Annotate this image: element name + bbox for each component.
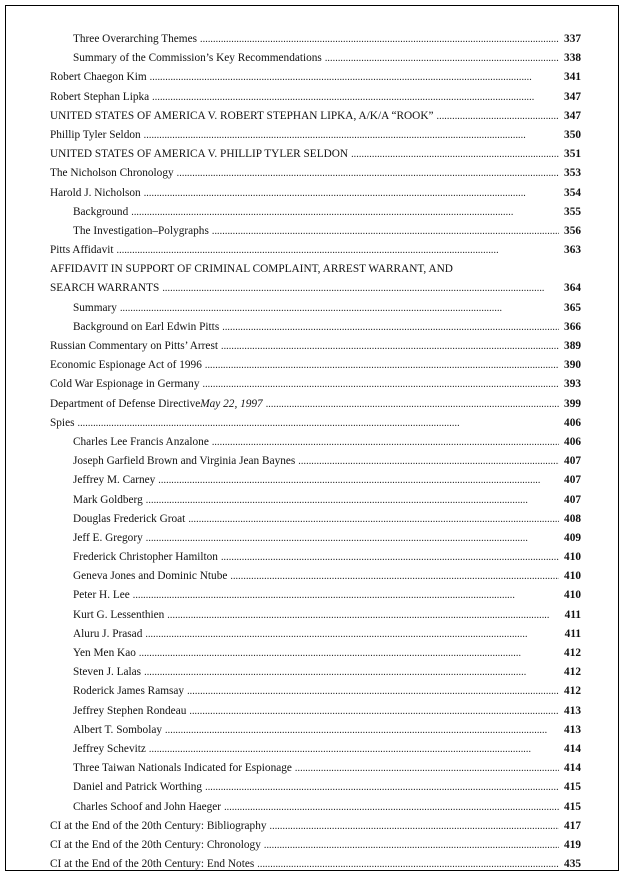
toc-entry[interactable] <box>50 740 581 759</box>
dot-leader <box>133 586 559 605</box>
toc-entry[interactable] <box>50 644 581 663</box>
toc-page-number: 338 <box>564 52 581 65</box>
toc-entry[interactable] <box>50 318 581 337</box>
toc-page-number: 411 <box>564 608 581 621</box>
toc-entry[interactable] <box>50 49 581 68</box>
document-page <box>5 5 619 871</box>
toc-page-number: 410 <box>564 551 581 564</box>
toc-entry-title: Daniel and Patrick Worthing <box>73 781 203 794</box>
toc-entry[interactable] <box>50 510 581 529</box>
toc-page-number: 415 <box>564 781 581 794</box>
table-of-contents <box>50 30 581 874</box>
toc-page-number: 414 <box>564 742 581 755</box>
toc-entry-title: UNITED STATES OF AMERICA V. ROBERT STEPHAN LIPKA, A/K/A “ROOK” <box>50 109 434 122</box>
toc-entry[interactable] <box>50 88 581 107</box>
toc-entry-title: UNITED STATES OF AMERICA V. PHILLIP TYLER SELDON <box>50 148 349 161</box>
toc-entry[interactable] <box>50 836 581 855</box>
toc-entry-title: Frederick Christopher Hamilton <box>73 551 218 564</box>
toc-page-number: 417 <box>564 819 581 832</box>
toc-entry[interactable] <box>50 395 581 414</box>
toc-page-number: 390 <box>564 359 581 372</box>
toc-page-number: 389 <box>564 340 581 352</box>
toc-entry-title: Russian Commentary on Pitts’ Arrest <box>50 340 218 352</box>
dot-leader <box>212 433 559 452</box>
toc-entry-title: Summary <box>73 301 117 314</box>
dot-leader <box>188 510 559 529</box>
dot-leader <box>230 567 559 586</box>
dot-leader <box>187 682 559 701</box>
dot-leader <box>264 836 559 855</box>
dot-leader <box>131 203 559 222</box>
dot-leader <box>77 414 559 433</box>
toc-page-number: 407 <box>564 493 581 506</box>
dot-leader <box>146 491 559 510</box>
toc-page-number: 365 <box>564 301 581 314</box>
toc-entry-title: Jeffrey Schevitz <box>73 742 146 755</box>
toc-entry[interactable] <box>50 414 581 433</box>
toc-page-number: 408 <box>564 512 581 525</box>
toc-entry-title: Charles Lee Francis Anzalone <box>73 435 209 448</box>
toc-page-number: 412 <box>564 647 581 659</box>
toc-entry[interactable] <box>50 529 581 548</box>
toc-page-number: 409 <box>564 531 581 544</box>
toc-entry-title: Charles Schoof and John Haeger <box>73 800 222 813</box>
toc-entry-title: Three Taiwan Nationals Indicated for Espionage <box>73 762 292 775</box>
toc-entry[interactable] <box>50 203 581 222</box>
toc-entry-title: CI at the End of the 20th Century: Bibliography <box>50 819 267 832</box>
toc-page-number: 350 <box>564 128 581 141</box>
toc-entry-title: Jeffrey Stephen Rondeau <box>73 704 187 717</box>
toc-page-number: 337 <box>564 33 581 45</box>
toc-page-number: 355 <box>564 205 581 218</box>
toc-page-number: 399 <box>564 397 581 410</box>
dot-leader <box>149 740 559 759</box>
toc-entry-date: May 22, 1997 <box>200 397 263 410</box>
toc-entry[interactable] <box>50 337 581 356</box>
toc-entry-title: Harold J. Nicholson <box>50 186 141 199</box>
dot-leader <box>325 49 559 68</box>
dot-leader <box>144 663 559 682</box>
toc-page-number: 419 <box>564 838 581 851</box>
toc-entry-title: Three Overarching Themes <box>73 33 198 45</box>
toc-entry-title: Robert Stephan Lipka <box>50 90 150 103</box>
toc-page-number: 415 <box>564 800 581 813</box>
dot-leader <box>139 644 559 663</box>
toc-entry-title: Douglas Frederick Groat <box>73 512 186 525</box>
toc-entry-title: Geneva Jones and Dominic Ntube <box>73 570 228 583</box>
toc-entry[interactable] <box>50 682 581 701</box>
toc-entry[interactable] <box>50 817 581 836</box>
dot-leader <box>145 625 559 644</box>
toc-entry[interactable] <box>50 375 581 394</box>
dot-leader <box>200 30 559 49</box>
toc-entry[interactable] <box>50 798 581 817</box>
toc-entry-title: Joseph Garfield Brown and Virginia Jean Baynes <box>73 455 296 468</box>
dot-leader <box>212 222 559 241</box>
toc-entry-title: Summary of the Commission’s Key Recommendations <box>73 52 322 65</box>
toc-entry-title: Background <box>73 205 129 218</box>
toc-page-number: 406 <box>564 435 581 448</box>
toc-entry[interactable] <box>50 68 581 87</box>
dot-leader <box>167 606 559 625</box>
toc-page-number: 341 <box>564 71 581 84</box>
toc-entry-title: Department of Defense Directive <box>50 397 201 410</box>
toc-entry[interactable] <box>50 778 581 797</box>
toc-entry[interactable] <box>50 586 581 605</box>
dot-leader <box>222 318 559 337</box>
dot-leader <box>266 395 559 414</box>
dot-leader <box>437 107 560 126</box>
toc-entry[interactable] <box>50 241 581 260</box>
toc-entry-title: Aluru J. Prasad <box>73 627 143 640</box>
toc-entry-title: SEARCH WARRANTS <box>50 282 160 295</box>
toc-entry[interactable] <box>50 471 581 490</box>
toc-page-number: 406 <box>564 416 581 429</box>
dot-leader <box>150 68 559 87</box>
toc-entry-title: AFFIDAVIT IN SUPPORT OF CRIMINAL COMPLAINT, ARREST WARRANT, AND <box>50 263 453 276</box>
toc-entry-title: Roderick James Ramsay <box>73 685 185 698</box>
toc-page-number: 413 <box>564 704 581 717</box>
toc-entry-title: Yen Men Kao <box>73 647 136 659</box>
toc-entry[interactable] <box>50 126 581 145</box>
toc-page-number: 351 <box>564 148 581 161</box>
toc-page-number: 364 <box>564 282 581 295</box>
dot-leader <box>144 126 559 145</box>
dot-leader <box>224 798 559 817</box>
toc-entry[interactable] <box>50 279 581 298</box>
toc-page-number: 407 <box>564 474 581 487</box>
dot-leader <box>177 164 559 183</box>
dot-leader <box>295 759 559 778</box>
toc-page-number: 353 <box>564 167 581 180</box>
toc-entry[interactable] <box>50 433 581 452</box>
toc-entry-title: Albert T. Sombolay <box>73 723 163 736</box>
toc-entry-title: Spies <box>50 416 75 429</box>
dot-leader <box>298 452 559 471</box>
toc-entry[interactable] <box>50 721 581 740</box>
toc-entry[interactable] <box>50 625 581 644</box>
toc-page-number: 354 <box>564 186 581 199</box>
toc-entry-title: The Investigation–Polygraphs <box>73 224 209 237</box>
toc-entry-title: Background on Earl Edwin Pitts <box>73 320 220 333</box>
dot-leader <box>144 184 559 203</box>
toc-entry-title: Cold War Espionage in Germany <box>50 378 200 391</box>
toc-entry-title: Jeff E. Gregory <box>73 531 143 544</box>
toc-page-number: 393 <box>564 378 581 391</box>
toc-entry[interactable] <box>50 759 581 778</box>
dot-leader <box>152 88 559 107</box>
toc-entry[interactable] <box>50 491 581 510</box>
dot-leader <box>120 299 559 318</box>
toc-entry-title: Kurt G. Lessenthien <box>73 608 165 621</box>
dot-leader <box>221 548 559 567</box>
dot-leader <box>158 471 559 490</box>
toc-entry-title: Economic Espionage Act of 1996 <box>50 359 202 372</box>
toc-entry[interactable] <box>50 145 581 164</box>
toc-entry[interactable] <box>50 855 581 874</box>
toc-page-number: 413 <box>564 723 581 736</box>
dot-leader <box>205 778 559 797</box>
toc-page-number: 356 <box>564 224 581 237</box>
dot-leader <box>351 145 559 164</box>
dot-leader <box>205 356 559 375</box>
toc-entry[interactable] <box>50 107 581 126</box>
dot-leader <box>202 375 559 394</box>
toc-page-number: 410 <box>564 589 581 602</box>
toc-entry-title: CI at the End of the 20th Century: Chronology <box>50 838 261 851</box>
toc-entry[interactable] <box>50 30 581 49</box>
toc-entry[interactable] <box>50 567 581 586</box>
toc-entry[interactable] <box>50 299 581 318</box>
dot-leader <box>117 241 559 260</box>
dot-leader <box>162 279 559 298</box>
dot-leader <box>221 337 559 356</box>
toc-page-number: 410 <box>564 570 581 583</box>
toc-entry-title: Pitts Affidavit <box>50 244 114 257</box>
toc-entry-title: Mark Goldberg <box>73 493 143 506</box>
toc-entry-title: Steven J. Lalas <box>73 666 142 679</box>
toc-entry[interactable] <box>50 606 581 625</box>
dot-leader <box>165 721 559 740</box>
toc-page-number: 407 <box>564 455 581 468</box>
toc-page-number: 366 <box>564 320 581 333</box>
toc-entry[interactable] <box>50 452 581 471</box>
dot-leader <box>146 529 559 548</box>
toc-page-number: 435 <box>564 858 581 871</box>
toc-page-number: 412 <box>564 666 581 679</box>
toc-entry-title: Peter H. Lee <box>73 589 130 602</box>
toc-entry[interactable] <box>50 663 581 682</box>
toc-entry[interactable] <box>50 164 581 183</box>
dot-leader <box>270 817 560 836</box>
toc-entry[interactable] <box>50 356 581 375</box>
toc-entry-title: CI at the End of the 20th Century: End Notes <box>50 858 255 871</box>
toc-entry-title: Robert Chaegon Kim <box>50 71 147 84</box>
toc-page-number: 414 <box>564 762 581 775</box>
toc-page-number: 347 <box>564 109 581 122</box>
toc-entry-title: The Nicholson Chronology <box>50 167 174 180</box>
dot-leader <box>257 855 559 874</box>
toc-entry[interactable] <box>50 260 581 279</box>
toc-entry-title: Phillip Tyler Seldon <box>50 128 141 141</box>
toc-entry[interactable] <box>50 184 581 203</box>
toc-page-number: 347 <box>564 90 581 103</box>
toc-entry[interactable] <box>50 222 581 241</box>
dot-leader <box>189 702 559 721</box>
toc-entry-title: Jeffrey M. Carney <box>73 474 156 487</box>
toc-page-number: 412 <box>564 685 581 698</box>
toc-page-number: 363 <box>564 244 581 257</box>
toc-page-number: 411 <box>564 627 581 640</box>
toc-entry[interactable] <box>50 548 581 567</box>
toc-entry[interactable] <box>50 702 581 721</box>
